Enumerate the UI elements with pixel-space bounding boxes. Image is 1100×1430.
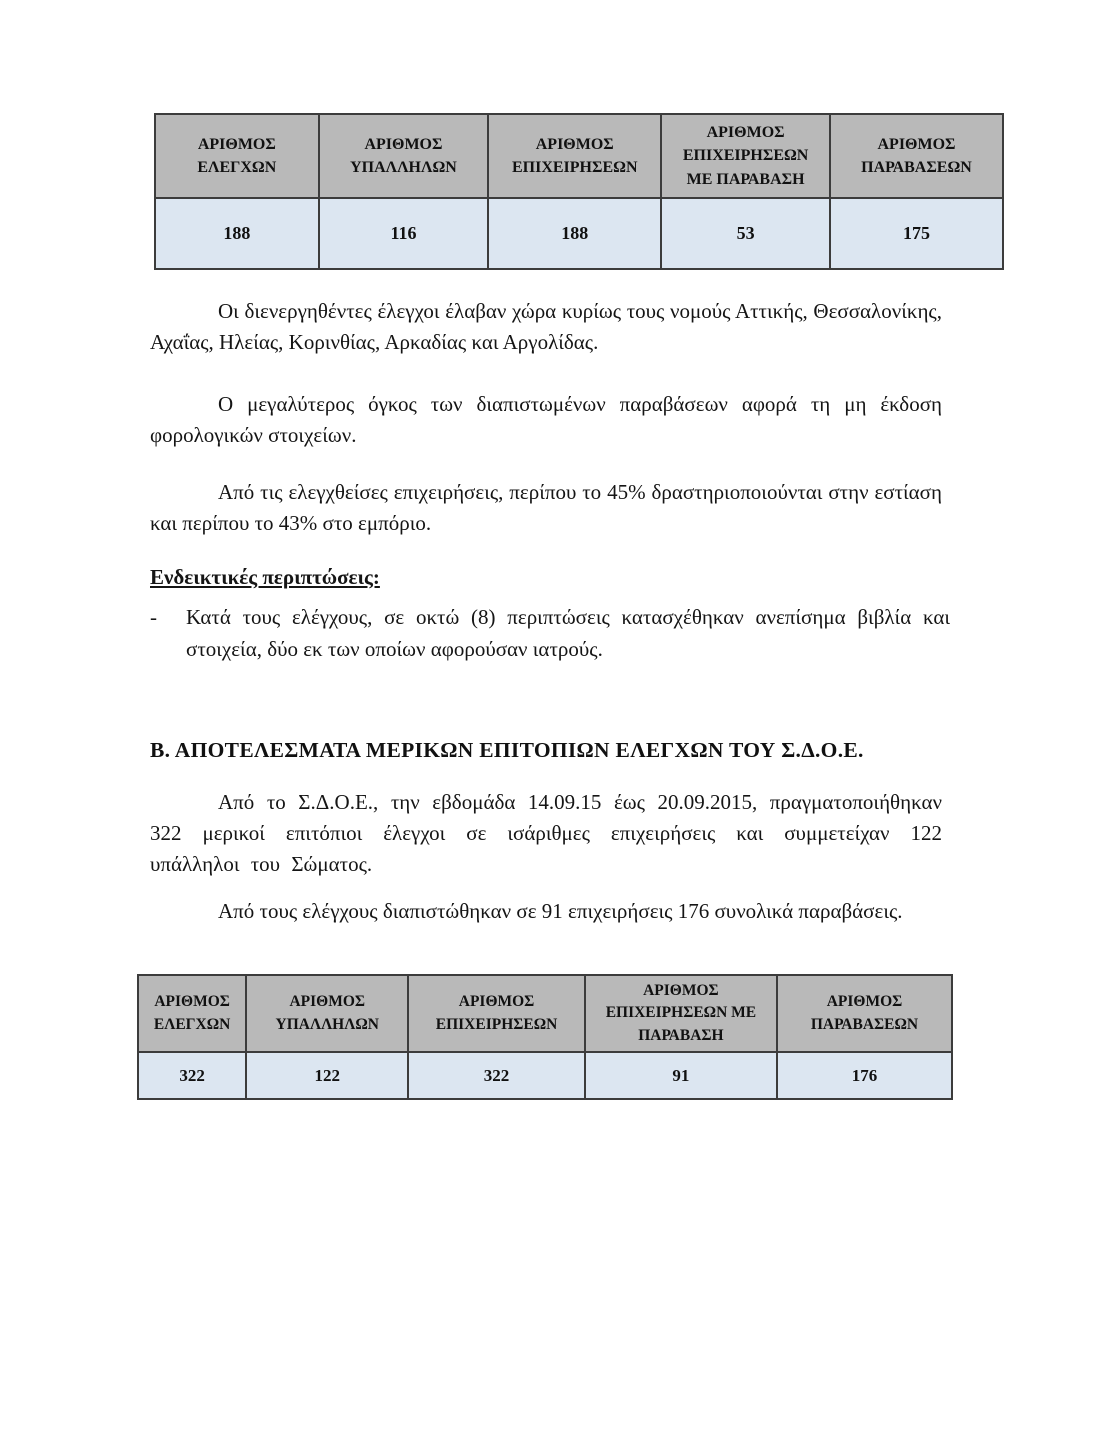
table-a-header-violations: ΑΡΙΘΜΟΣ ΠΑΡΑΒΑΣΕΩΝ [830,114,1003,198]
table-b-value-row [138,1052,952,1099]
table-a-value-businesses-with-violation: 53 [661,198,830,269]
table-a-value-employees: 116 [319,198,489,269]
controls-summary-table-b [137,974,953,1100]
controls-summary-table-a [154,113,1004,270]
paragraph-findings: Από τους ελέγχους διαπιστώθηκαν σε 91 επιχειρήσεις 176 συνολικά παραβάσεις. [218,899,903,923]
table-b-value-checks: 322 [138,1052,246,1099]
paragraph-week-summary: Από το Σ.Δ.Ο.Ε., την εβδομάδα 14.09.15 έως 20.09.2015, πραγματοποιήθηκαν 322 μερικοί επιτόπιοι έλεγχοι σε ισάριθμες επιχειρήσεις και συμμετείχαν 122 υπάλληλοι του Σώματος. [150,790,942,876]
bullet-dash: - [150,605,157,629]
table-a-header-checks: ΑΡΙΘΜΟΣ ΕΛΕΓΧΩΝ [155,114,319,198]
table-b-header-employees: ΑΡΙΘΜΟΣ ΥΠΑΛΛΗΛΩΝ [246,975,408,1052]
bullet-text: Κατά τους ελέγχους, σε οκτώ (8) περιπτώσεις κατασχέθηκαν ανεπίσημα βιβλία και στοιχεία, δύο εκ των οποίων αφορούσαν ιατρούς. [186,605,950,661]
table-a-value-violations: 175 [830,198,1003,269]
table-a-value-businesses: 188 [488,198,661,269]
table-b-header-row [138,975,952,1052]
paragraph-violations-volume: Ο μεγαλύτερος όγκος των διαπιστωμένων παραβάσεων αφορά τη μη έκδοση φορολογικών στοιχείων. [150,392,942,447]
indicative-case-item [150,601,950,665]
section-b-heading: Β. ΑΠΟΤΕΛΕΣΜΑΤΑ ΜΕΡΙΚΩΝ ΕΠΙΤΟΠΙΩΝ ΕΛΕΓΧΩΝ ΤΟΥ Σ.Δ.Ο.Ε. [150,738,864,762]
table-b-header-businesses-with-violation: ΑΡΙΘΜΟΣ ΕΠΙΧΕΙΡΗΣΕΩΝ ΜΕ ΠΑΡΑΒΑΣΗ [585,975,777,1052]
paragraph-sector-percentages: Από τις ελεγχθείσες επιχειρήσεις, περίπου το 45% δραστηριοποιούνται στην εστίαση και περίπου το 43% στο εμπόριο. [150,480,942,535]
table-b-header-checks: ΑΡΙΘΜΟΣ ΕΛΕΓΧΩΝ [138,975,246,1052]
indicative-cases-label: Ενδεικτικές περιπτώσεις: [150,565,380,589]
table-a-value-row [155,198,1003,269]
paragraph-regions: Οι διενεργηθέντες έλεγχοι έλαβαν χώρα κυρίως τους νομούς Αττικής, Θεσσαλονίκης, Αχαΐας, Ηλείας, Κορινθίας, Αρκαδίας και Αργολίδας. [150,299,942,354]
table-b-header-violations: ΑΡΙΘΜΟΣ ΠΑΡΑΒΑΣΕΩΝ [777,975,952,1052]
table-a-header-employees: ΑΡΙΘΜΟΣ ΥΠΑΛΛΗΛΩΝ [319,114,489,198]
table-b-value-businesses: 322 [408,1052,585,1099]
table-b-value-violations: 176 [777,1052,952,1099]
table-a-header-row [155,114,1003,198]
table-b-value-businesses-with-violation: 91 [585,1052,777,1099]
table-b-header-businesses: ΑΡΙΘΜΟΣ ΕΠΙΧΕΙΡΗΣΕΩΝ [408,975,585,1052]
table-b-value-employees: 122 [246,1052,408,1099]
table-a-value-checks: 188 [155,198,319,269]
table-a-header-businesses: ΑΡΙΘΜΟΣ ΕΠΙΧΕΙΡΗΣΕΩΝ [488,114,661,198]
table-a-header-businesses-with-violation: ΑΡΙΘΜΟΣ ΕΠΙΧΕΙΡΗΣΕΩΝ ΜΕ ΠΑΡΑΒΑΣΗ [661,114,830,198]
